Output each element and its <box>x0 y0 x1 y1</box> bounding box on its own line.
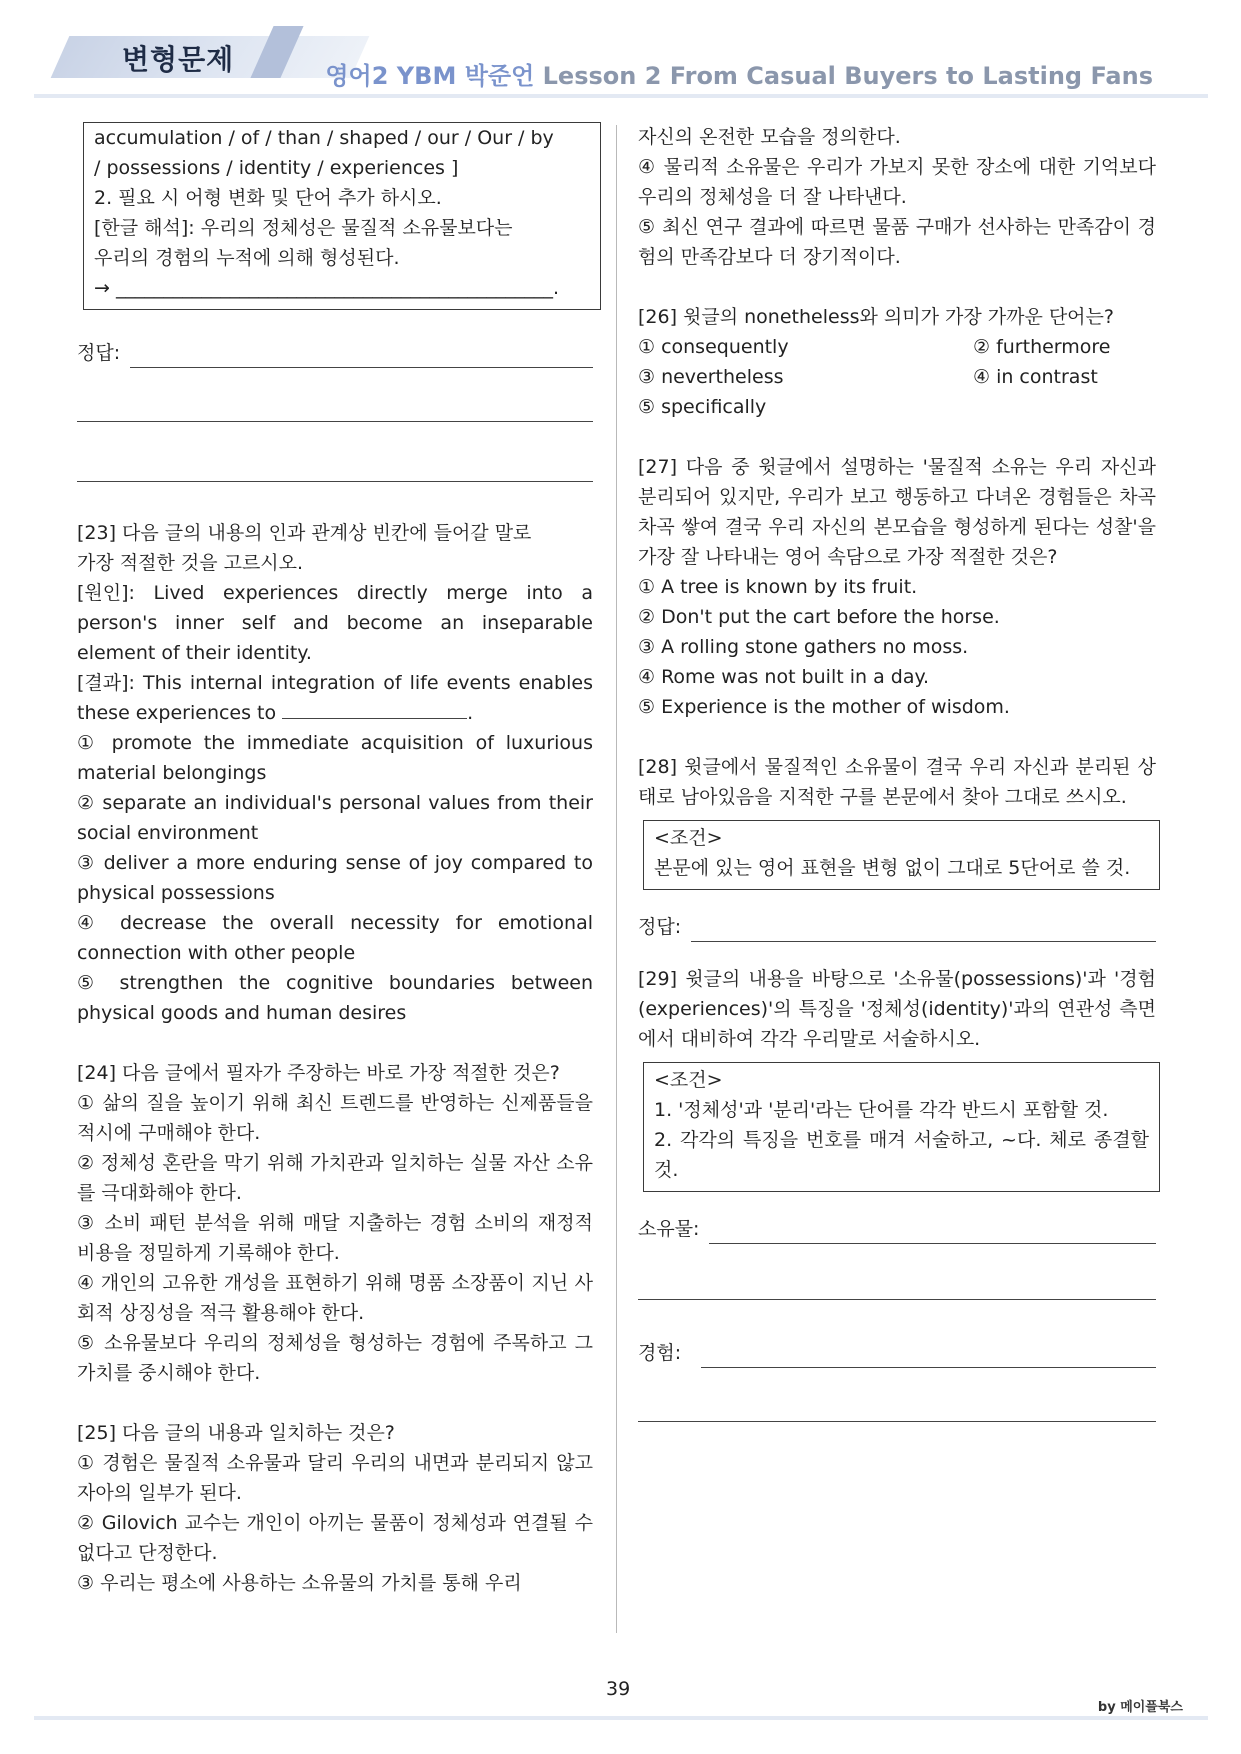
question-25 <box>77 1418 593 1598</box>
q29-condition-1: 1. '정체성'과 '분리'라는 단어를 각각 반드시 포함할 것. <box>654 1099 1109 1121</box>
q23-result <box>77 668 593 728</box>
q24-choice-4[interactable]: ④ 개인의 고유한 개성을 표현하기 위해 명품 소장품이 지닌 사회적 상징성을 적극 활용해야 한다. <box>77 1272 593 1324</box>
q27-choice-3[interactable]: ③ A rolling stone gathers no moss. <box>638 636 969 658</box>
box-line-3: 2. 필요 시 어형 변화 및 단어 추가 하시오. <box>94 187 442 209</box>
q25-choice-5[interactable]: ⑤ 최신 연구 결과에 따르면 물품 구매가 선사하는 만족감이 경험의 만족감보다 더 장기적이다. <box>638 216 1156 268</box>
answer-line[interactable] <box>130 345 593 368</box>
q23-cause <box>77 578 593 668</box>
q23-choice-4[interactable]: ④ decrease the overall necessity for emotional connection with other people <box>77 912 593 964</box>
possessions-answer-line-2[interactable] <box>638 1298 1156 1300</box>
q27-choice-2[interactable]: ② Don't put the cart before the horse. <box>638 606 1000 628</box>
q25-choice-1[interactable]: ① 경험은 물질적 소유물과 달리 우리의 내면과 분리되지 않고 자아의 일부가 된다. <box>77 1452 593 1504</box>
header-title-lesson: Lesson 2 From Casual Buyers to Lasting Fans <box>542 62 1153 90</box>
q23-choice-1[interactable]: ① promote the immediate acquisition of luxurious material belongings <box>77 732 593 784</box>
experiences-label: 경험: <box>638 1342 682 1364</box>
q23-choice-5[interactable]: ⑤ strengthen the cognitive boundaries between physical goods and human desires <box>77 972 593 1024</box>
answer-row-experiences <box>638 1332 1156 1368</box>
q25-choice-2[interactable]: ② Gilovich 교수는 개인이 아끼는 물품이 정체성과 연결될 수 없다고 단정한다. <box>77 1512 593 1564</box>
experiences-answer-line-2[interactable] <box>638 1420 1156 1422</box>
q26-choice-3[interactable]: ③ nevertheless <box>638 366 784 388</box>
left-column <box>77 122 593 1598</box>
answer-line-3[interactable] <box>77 480 593 482</box>
q29-stem: [29] 윗글의 내용을 바탕으로 '소유물(possessions)'과 '경험(experiences)'의 특징을 '정체성(identity)'과의 연관성 측면에서 대비하여 각각 우리말로 서술하시오. <box>638 968 1156 1050</box>
q23-result-text: This internal integration of life events enables these experiences to <box>77 672 593 724</box>
q25-choice-3[interactable]: ③ 우리는 평소에 사용하는 소유물의 가치를 통해 우리 <box>77 1572 522 1594</box>
q24-choice-5[interactable]: ⑤ 소유물보다 우리의 정체성을 형성하는 경험에 주목하고 그 가치를 중시해야 한다. <box>77 1332 593 1384</box>
q24-choice-2[interactable]: ② 정체성 혼란을 막기 위해 가치관과 일치하는 실물 자산 소유를 극대화해야 한다. <box>77 1152 593 1204</box>
q28-answer-line[interactable] <box>691 919 1156 942</box>
q28-condition-text: 본문에 있는 영어 표현을 변형 없이 그대로 5단어로 쓸 것. <box>654 857 1131 879</box>
q23-choice-2[interactable]: ② separate an individual's personal values from their social environment <box>77 792 593 844</box>
q28-stem: [28] 윗글에서 물질적인 소유물이 결국 우리 자신과 분리된 상태로 남아있음을 지적한 구를 본문에서 찾아 그대로 쓰시오. <box>638 756 1156 808</box>
column-divider <box>616 125 617 1633</box>
q26-stem: [26] 윗글의 nonetheless와 의미가 가장 가까운 단어는? <box>638 306 1114 328</box>
header-title-prefix: 영어2 YBM 박준언 <box>325 62 543 90</box>
q23-choice-3[interactable]: ③ deliver a more enduring sense of joy compared to physical possessions <box>77 852 593 904</box>
q25-stem: [25] 다음 글의 내용과 일치하는 것은? <box>77 1422 395 1444</box>
question-23 <box>77 518 593 1028</box>
question-26 <box>638 302 1156 422</box>
q23-cause-text: Lived experiences directly merge into a person's inner self and become an inseparable element of their identity. <box>77 582 593 664</box>
footer-rule <box>34 1716 1208 1720</box>
q27-choice-5[interactable]: ⑤ Experience is the mother of wisdom. <box>638 696 1010 718</box>
q25-choice-4[interactable]: ④ 물리적 소유물은 우리가 가보지 못한 장소에 대한 기억보다 우리의 정체성을 더 잘 나타낸다. <box>638 156 1156 208</box>
box-line-4: [한글 해석]: 우리의 정체성은 물질적 소유물보다는 <box>94 217 513 239</box>
q28-condition-box <box>643 820 1160 890</box>
q24-stem: [24] 다음 글에서 필자가 주장하는 바로 가장 적절한 것은? <box>77 1062 560 1084</box>
answer-row-possessions <box>638 1208 1156 1244</box>
q23-stem-2: 가장 적절한 것을 고르시오. <box>77 552 304 574</box>
q29-condition-title: <조건> <box>654 1069 723 1091</box>
q23-blank <box>282 700 467 719</box>
q28-condition-title: <조건> <box>654 827 723 849</box>
possessions-label: 소유물: <box>638 1218 700 1240</box>
page-number: 39 <box>606 1678 631 1700</box>
header-title <box>325 56 1153 91</box>
answer-label: 정답: <box>77 342 121 364</box>
answer-row-28 <box>638 906 1156 942</box>
header-rule <box>34 94 1208 98</box>
q26-choice-1[interactable]: ① consequently <box>638 336 789 358</box>
question-27 <box>638 452 1156 722</box>
q26-choice-5[interactable]: ⑤ specifically <box>638 396 767 418</box>
q26-choices <box>638 332 1156 422</box>
q29-condition-box <box>643 1062 1160 1192</box>
question-29 <box>638 964 1156 1422</box>
box-line-2: / possessions / identity / experiences ] <box>94 157 459 179</box>
q28-answer-label: 정답: <box>638 916 682 938</box>
q23-result-label: [결과]: <box>77 672 135 694</box>
footer-brand: by 메이플북스 <box>1097 1700 1183 1715</box>
answer-line-2[interactable] <box>77 420 593 422</box>
possessions-answer-line[interactable] <box>709 1221 1156 1244</box>
q23-cause-label: [원인]: <box>77 582 135 604</box>
q26-choice-2[interactable]: ② furthermore <box>973 336 1111 358</box>
q25-choice-3-end: 자신의 온전한 모습을 정의한다. <box>638 126 901 148</box>
q23-result-end: . <box>467 702 474 724</box>
answer-row-22 <box>77 332 593 368</box>
q24-choice-3[interactable]: ③ 소비 패턴 분석을 위해 매달 지출하는 경험 소비의 재정적 비용을 정밀하게 기록해야 한다. <box>77 1212 593 1264</box>
q27-stem: [27] 다음 중 윗글에서 설명하는 '물질적 소유는 우리 자신과 분리되어 있지만, 우리가 보고 행동하고 다녀온 경험들은 차곡차곡 쌓여 결국 우리 자신의 본모습을 형성하게 된다는 성찰'을 가장 잘 나타내는 영어 속담으로 가장 적절한 것은? <box>638 456 1156 568</box>
experiences-answer-line[interactable] <box>701 1345 1156 1368</box>
question-22-box <box>83 122 601 310</box>
q23-stem-1: [23] 다음 글의 내용의 인과 관계상 빈칸에 들어갈 말로 <box>77 522 532 544</box>
question-28 <box>638 752 1156 942</box>
right-column <box>638 122 1156 1422</box>
q27-choice-1[interactable]: ① A tree is known by its fruit. <box>638 576 918 598</box>
question-24 <box>77 1058 593 1388</box>
q29-condition-2: 2. 각각의 특징을 번호를 매겨 서술하고, ~다. 체로 종결할 것. <box>654 1129 1149 1181</box>
box-line-5: 우리의 경험의 누적에 의해 형성된다. <box>94 247 400 269</box>
q24-choice-1[interactable]: ① 삶의 질을 높이기 위해 최신 트렌드를 반영하는 신제품들을 적시에 구매해야 한다. <box>77 1092 593 1144</box>
question-25-continued <box>638 122 1156 272</box>
header-badge: 변형문제 <box>122 43 235 76</box>
q27-choice-4[interactable]: ④ Rome was not built in a day. <box>638 666 930 688</box>
box-line-1: accumulation / of / than / shaped / our / Our / by <box>94 127 554 149</box>
q26-choice-4[interactable]: ④ in contrast <box>973 366 1098 388</box>
box-line-6: → ______________________________________________. <box>94 277 559 299</box>
